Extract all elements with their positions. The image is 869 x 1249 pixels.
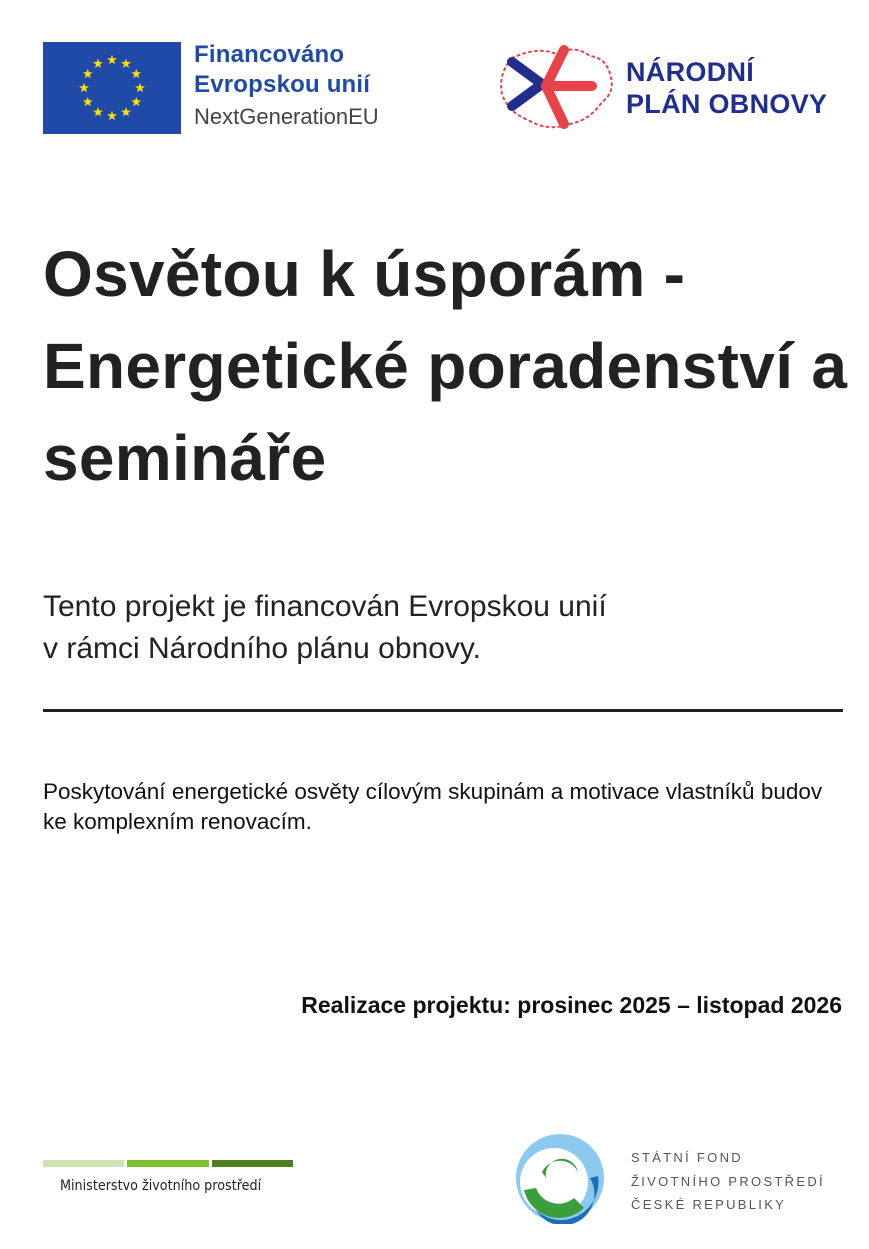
sfzp-logo-line1: STÁTNÍ FOND: [631, 1150, 743, 1165]
sfzp-logo-text: [631, 1146, 825, 1217]
npo-mark-icon: [498, 40, 614, 136]
funding-statement: [43, 586, 833, 670]
eu-logo-line3: NextGenerationEU: [194, 104, 379, 129]
sfzp-logo-line3: ČESKÉ REPUBLIKY: [631, 1197, 787, 1212]
page-title: Osvětou k úsporám - Energetické poradenství a semináře: [43, 238, 848, 494]
eu-logo-line1: Financováno: [194, 41, 345, 68]
ministry-bar-light: [43, 1160, 124, 1167]
eu-star-icon: [93, 107, 103, 116]
eu-star-icon: [79, 83, 89, 92]
eu-star-icon: [121, 107, 131, 116]
eu-star-icon: [93, 59, 103, 68]
eu-logo-line2: Evropskou unií: [194, 71, 371, 98]
npo-logo-text: [626, 56, 827, 120]
npo-logo-line2: PLÁN OBNOVY: [626, 89, 828, 119]
npo-logo-line1: NÁRODNÍ: [626, 57, 755, 87]
ministry-logo-text: Ministerstvo životního prostředí: [60, 1178, 262, 1194]
ministry-logo-bars: [43, 1160, 293, 1167]
eu-star-icon: [131, 69, 141, 78]
sfzp-circle-icon: [514, 1132, 606, 1224]
funding-statement-line1: Tento projekt je financován Evropskou unií: [43, 590, 607, 623]
ministry-bar-mid: [127, 1160, 208, 1167]
eu-logo-text: [194, 40, 379, 132]
divider: [43, 709, 843, 712]
eu-star-icon: [107, 111, 117, 120]
eu-star-icon: [131, 97, 141, 106]
funding-statement-line2: v rámci Národního plánu obnovy.: [43, 632, 482, 665]
eu-star-icon: [83, 97, 93, 106]
eu-star-icon: [135, 83, 145, 92]
project-period: Realizace projektu: prosinec 2025 – listopad 2026: [301, 992, 842, 1018]
eu-stars-icon: [43, 42, 181, 134]
ministry-bar-dark: [212, 1160, 293, 1167]
eu-star-icon: [121, 59, 131, 68]
project-description: Poskytování energetické osvěty cílovým skupinám a motivace vlastníků budov ke komplexním renovacím.: [43, 779, 823, 834]
eu-star-icon: [83, 69, 93, 78]
eu-star-icon: [107, 55, 117, 64]
sfzp-logo-line2: ŽIVOTNÍHO PROSTŘEDÍ: [631, 1173, 825, 1189]
eu-flag-icon: [43, 42, 181, 134]
